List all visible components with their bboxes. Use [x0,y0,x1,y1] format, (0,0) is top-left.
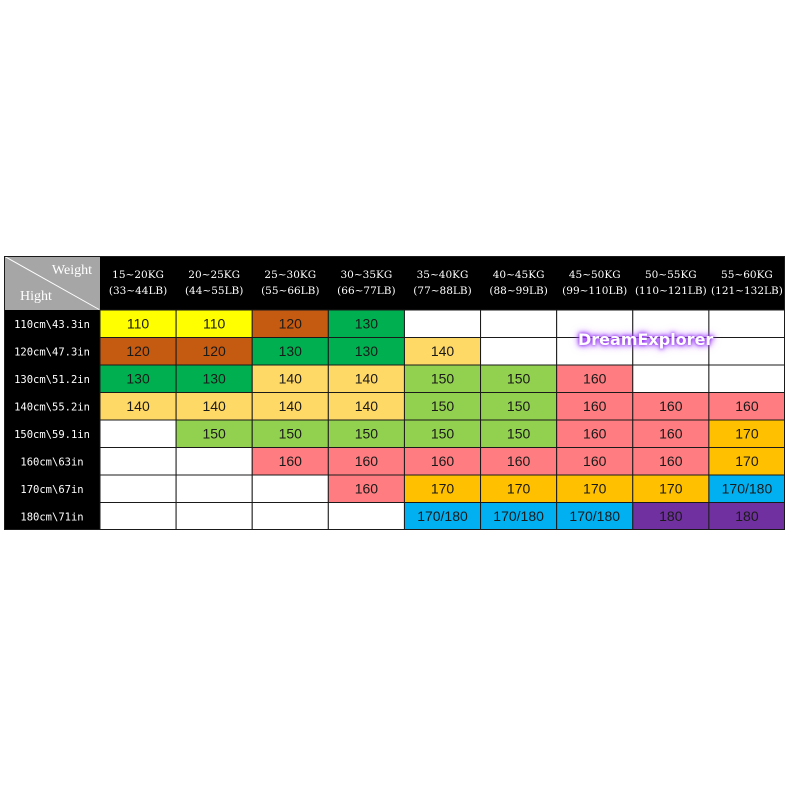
empty-cell [633,310,709,338]
size-value: 160 [659,425,683,442]
size-value: 120 [278,315,302,332]
column-header-lb: (66~77LB) [337,285,396,297]
column-header-lb: (44~55LB) [184,285,244,297]
size-value: 170/180 [721,480,773,497]
size-value: 180 [735,507,759,524]
size-value: 150 [430,397,455,414]
size-value: 160 [583,425,607,442]
empty-cell [709,338,785,366]
watermark-dreamexplorer: DreamExplorer [578,330,714,349]
column-header-lb: (110~121LB) [634,285,707,297]
size-value: 160 [354,480,379,497]
row-label-height: 140cm\55.2in [14,401,90,414]
size-value: 130 [202,370,226,387]
size-value: 160 [659,452,683,469]
empty-cell [557,310,633,338]
empty-cell [557,338,633,366]
size-value: 140 [354,397,379,414]
empty-cell [709,365,785,393]
size-value: 170 [735,425,759,442]
empty-cell [328,503,404,531]
size-value: 150 [430,370,455,387]
size-value: 140 [278,397,302,414]
size-value: 160 [583,397,607,414]
column-header-kg: 20~25KG [188,269,241,281]
empty-cell [633,338,709,366]
empty-cell [100,448,176,476]
size-value: 130 [278,342,302,359]
empty-cell [100,503,176,531]
row-label-column-bg [4,310,100,530]
row-label-height: 110cm\43.3in [14,318,90,331]
size-value: 150 [354,425,379,442]
size-value: 160 [354,452,379,469]
size-value: 170 [430,480,455,497]
empty-cell [100,420,176,448]
row-label-height: 170cm\67in [20,483,84,496]
empty-cell [633,365,709,393]
size-value: 170 [735,452,759,469]
size-value: 160 [430,452,455,469]
size-value: 170 [506,480,531,497]
size-value: 160 [506,452,531,469]
size-value: 130 [354,342,379,359]
size-value: 170 [583,480,607,497]
row-label-height: 120cm\47.3in [14,346,90,359]
empty-cell [100,475,176,503]
column-header-kg: 25~30KG [264,269,317,281]
header-row-bg [4,256,785,310]
row-label-height: 130cm\51.2in [14,373,90,386]
size-value: 170 [659,480,683,497]
size-value: 170/180 [493,507,544,524]
size-value: 160 [583,452,607,469]
size-value: 160 [735,397,759,414]
corner-hight-label: Hight [20,289,52,305]
column-header-kg: 15~20KG [112,269,164,281]
size-value: 150 [506,425,531,442]
column-header-kg: 45~50KG [568,269,621,281]
size-value: 160 [278,452,302,469]
size-value: 150 [430,425,455,442]
column-header-lb: (55~66LB) [261,285,320,297]
size-value: 140 [430,342,455,359]
empty-cell [481,338,557,366]
empty-cell [481,310,557,338]
size-value: 120 [126,342,150,359]
size-value: 110 [126,315,150,332]
size-value: 140 [126,397,150,414]
size-value: 150 [278,425,302,442]
column-header-kg: 40~45KG [492,269,545,281]
size-chart-table [4,256,785,530]
size-value: 170/180 [569,507,621,524]
size-value: 130 [354,315,379,332]
column-header-kg: 50~55KG [644,269,697,281]
column-header-kg: 55~60KG [721,269,773,281]
empty-cell [176,503,252,531]
empty-cell [404,310,480,338]
empty-cell [176,448,252,476]
row-label-height: 150cm\59.1in [14,428,90,441]
column-header-kg: 35~40KG [416,269,469,281]
size-value: 160 [659,397,683,414]
corner-weight-label: Weight [51,263,92,279]
size-value: 160 [583,370,607,387]
size-value: 120 [202,342,226,359]
row-label-height: 180cm\71in [20,511,84,524]
size-value: 110 [203,315,226,332]
size-value: 140 [202,397,226,414]
empty-cell [176,475,252,503]
size-value: 150 [506,397,531,414]
empty-cell [252,475,328,503]
size-value: 130 [126,370,150,387]
column-header-lb: (88~99LB) [489,285,548,297]
column-header-lb: (77~88LB) [413,285,472,297]
size-value: 170/180 [417,507,468,524]
empty-cell [252,503,328,531]
size-value: 180 [659,507,683,524]
size-value: 140 [278,370,302,387]
size-value: 150 [506,370,531,387]
row-label-height: 160cm\63in [20,456,84,469]
column-header-lb: (33~44LB) [108,285,168,297]
size-value: 140 [354,370,379,387]
column-header-lb: (99~110LB) [562,285,628,297]
size-value: 150 [202,425,226,442]
column-header-lb: (121~132LB) [711,285,783,297]
column-header-kg: 30~35KG [340,269,393,281]
empty-cell [709,310,785,338]
